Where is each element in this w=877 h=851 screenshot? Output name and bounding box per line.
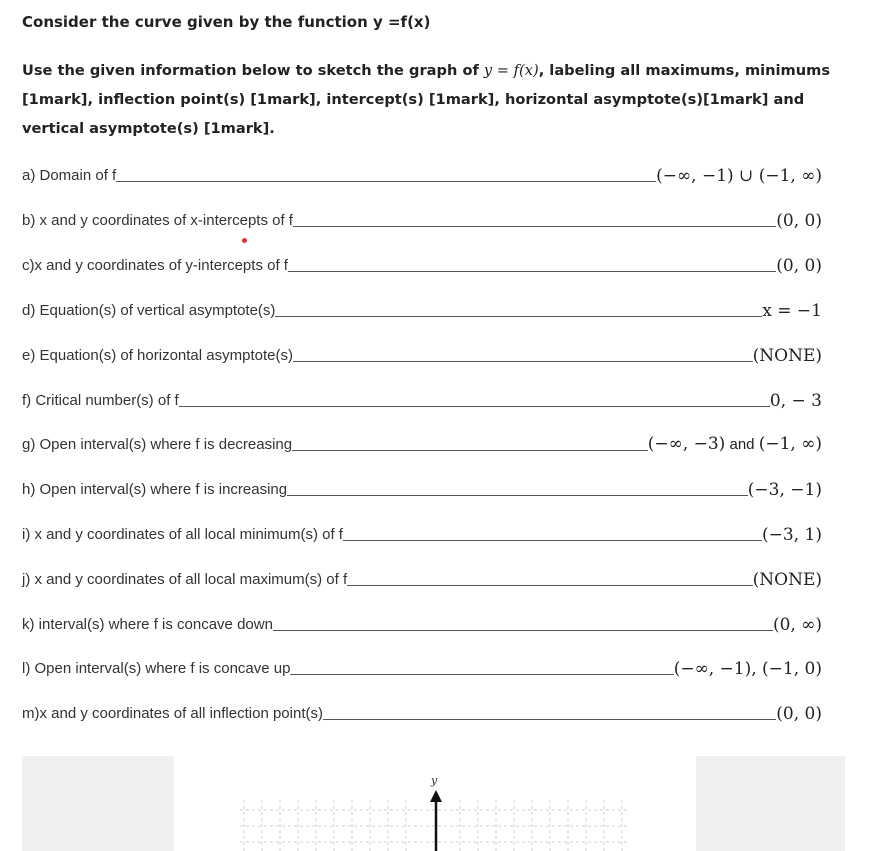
graph-canvas[interactable] <box>174 756 696 851</box>
y-axis-arrow-icon <box>430 790 442 802</box>
row-answer: (0, ∞) <box>772 615 822 635</box>
row-x-intercepts <box>22 205 822 231</box>
row-horizontal-asymptote <box>22 340 822 366</box>
row-label: k) interval(s) where f is concave down <box>22 616 273 633</box>
answer-line <box>288 271 776 272</box>
answer-line <box>292 450 648 451</box>
row-concave-down <box>22 609 822 635</box>
answer-conjunction: and <box>725 436 759 453</box>
row-answer: (−∞, −1) ∪ (−1, ∞) <box>656 166 822 186</box>
row-label: d) Equation(s) of vertical asymptote(s) <box>22 302 276 319</box>
row-concave-up <box>22 653 822 679</box>
row-label: h) Open interval(s) where f is increasing <box>22 481 288 498</box>
answer-part-a: (−∞, −3) <box>647 434 726 454</box>
row-answer: (−∞, −1), (−1, 0) <box>673 659 822 679</box>
row-answer: (NONE) <box>752 570 822 590</box>
row-critical-numbers <box>22 385 822 411</box>
row-inflection-points <box>22 698 822 724</box>
row-answer: (0, 0) <box>776 256 822 276</box>
answer-line <box>290 674 673 675</box>
row-answer: x = −1 <box>762 301 822 321</box>
row-answer: (NONE) <box>752 346 822 366</box>
row-increasing <box>22 474 822 500</box>
row-local-maximum <box>22 564 822 590</box>
row-answer: (−3, −1) <box>747 480 822 500</box>
row-answer: 0, − 3 <box>769 391 822 411</box>
row-local-minimum <box>22 519 822 545</box>
row-label: b) x and y coordinates of x-intercepts of f <box>22 212 293 229</box>
instructions-math: y = f(x) <box>483 62 539 79</box>
question-heading: Consider the curve given by the function y =f(x) <box>22 13 431 31</box>
row-answer: (0, 0) <box>776 704 822 724</box>
answer-line <box>293 226 776 227</box>
row-label: g) Open interval(s) where f is decreasing <box>22 436 293 453</box>
row-label: m)x and y coordinates of all inflection point(s) <box>22 705 323 722</box>
row-vertical-asymptote <box>22 295 822 321</box>
graph-grid <box>174 756 696 851</box>
instructions-text-end: , labeling all maximums, minimums [1mark], inflection point(s) [1mark], intercept(s) [1mark], horizontal asymptote(s)[1mark] and vertical asymptote(s) [1mark]. <box>22 62 831 137</box>
row-label: i) x and y coordinates of all local minimum(s) of f <box>22 526 343 543</box>
answer-line <box>275 316 762 317</box>
instructions <box>22 56 852 143</box>
answer-line <box>293 361 753 362</box>
red-dot-marker <box>242 238 247 243</box>
y-axis-label: y <box>431 774 438 787</box>
row-label: a) Domain of f <box>22 167 117 184</box>
row-label: j) x and y coordinates of all local maximum(s) of f <box>22 571 348 588</box>
answer-line <box>273 630 773 631</box>
answer-line <box>116 181 656 182</box>
instructions-text-start: Use the given information below to sketch the graph of <box>22 62 484 79</box>
row-label: e) Equation(s) of horizontal asymptote(s) <box>22 347 293 364</box>
row-y-intercepts <box>22 250 822 276</box>
answer-line <box>179 406 770 407</box>
row-answer: (0, 0) <box>776 211 822 231</box>
answer-line <box>347 585 753 586</box>
answer-line <box>287 495 748 496</box>
row-label: l) Open interval(s) where f is concave up <box>22 660 291 677</box>
row-answer: (−3, 1) <box>762 525 822 545</box>
answer-line <box>323 719 776 720</box>
row-label: c)x and y coordinates of y-intercepts of f <box>22 257 288 274</box>
row-label: f) Critical number(s) of f <box>22 392 179 409</box>
row-decreasing <box>22 429 822 455</box>
row-answer <box>648 434 822 455</box>
answer-part-b: (−1, ∞) <box>758 434 822 454</box>
answer-line <box>343 540 762 541</box>
row-domain <box>22 160 822 186</box>
